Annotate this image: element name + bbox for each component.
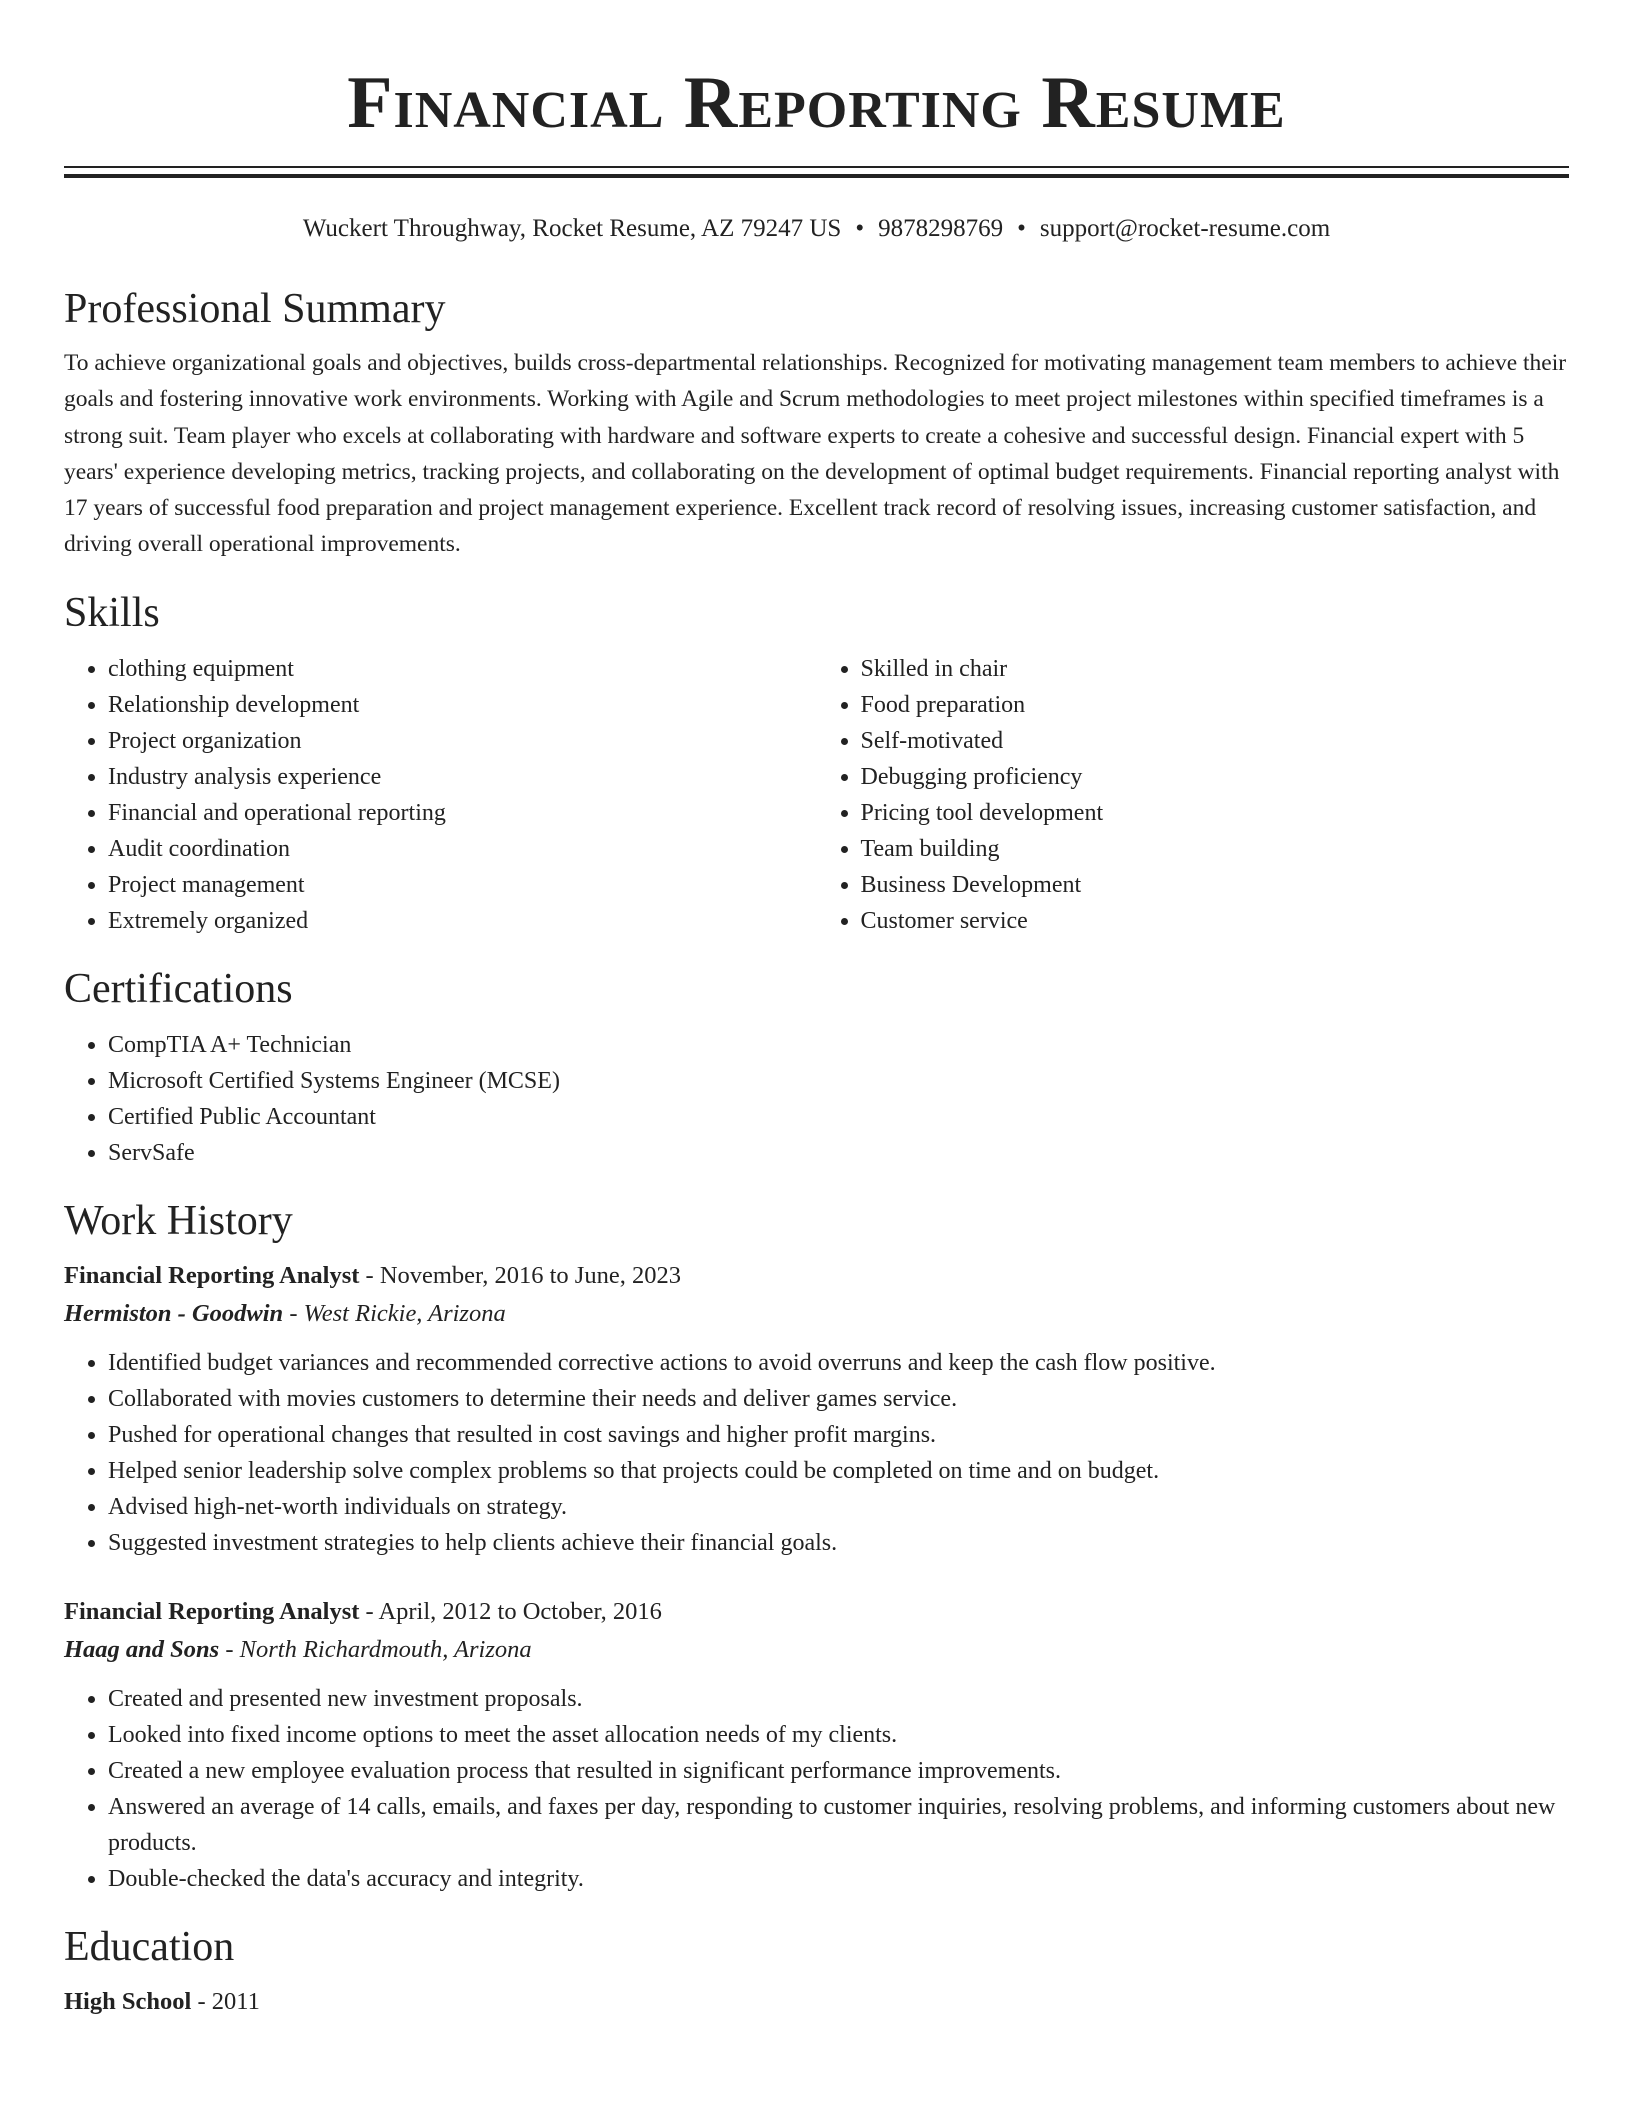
education-entry: High School - 2011 xyxy=(64,1987,260,2015)
skills-section xyxy=(64,587,1569,939)
job-title-line: Financial Reporting Analyst - April, 2012 to October, 2016 xyxy=(64,1597,662,1625)
skill-item: • Self-motivated xyxy=(861,723,1570,759)
certification-item: • Microsoft Certified Systems Engineer (MCSE) xyxy=(108,1063,1569,1099)
job-entry xyxy=(64,1593,1569,1897)
job-bullet: • Looked into fixed income options to meet the asset allocation needs of my clients. xyxy=(108,1717,1569,1753)
education-heading: Education xyxy=(64,1923,235,1970)
title-divider-thick xyxy=(64,174,1569,178)
resume-page xyxy=(64,0,1569,2021)
skill-item: • Extremely organized xyxy=(108,903,817,939)
skill-item: • Business Development xyxy=(861,867,1570,903)
work-history-section xyxy=(64,1195,1569,1897)
skill-item: • Food preparation xyxy=(861,687,1570,723)
education-section xyxy=(64,1921,1569,2021)
job-dates: November, 2016 to June, 2023 xyxy=(379,1261,681,1289)
work-history-heading: Work History xyxy=(64,1197,293,1244)
contact-email: support@rocket-resume.com xyxy=(1039,215,1331,242)
job-company: Hermiston - Goodwin xyxy=(64,1299,284,1327)
job-bullet: • Created and presented new investment proposals. xyxy=(108,1681,1569,1717)
skills-columns xyxy=(64,651,1569,939)
job-bullets xyxy=(64,1681,1569,1897)
job-bullet: • Helped senior leadership solve complex problems so that projects could be completed on time and on budget. xyxy=(108,1453,1569,1489)
certifications-list xyxy=(64,1027,1569,1171)
job-entry xyxy=(64,1257,1569,1561)
skills-heading: Skills xyxy=(64,589,160,636)
skill-item: • Project management xyxy=(108,867,817,903)
contact-phone: 9878298769 xyxy=(878,215,1004,242)
job-location: North Richardmouth, Arizona xyxy=(239,1635,532,1663)
skills-right-list xyxy=(817,651,1570,939)
contact-separator: • xyxy=(855,215,865,242)
contact-line xyxy=(64,212,1569,246)
certification-item: • Certified Public Accountant xyxy=(108,1099,1569,1135)
summary-section xyxy=(64,283,1569,563)
skill-item: • Debugging proficiency xyxy=(861,759,1570,795)
certifications-section xyxy=(64,963,1569,1171)
education-school: High School xyxy=(64,1987,192,2015)
education-year: 2011 xyxy=(211,1987,260,2015)
skill-item: • Project organization xyxy=(108,723,817,759)
summary-heading: Professional Summary xyxy=(64,286,446,332)
job-bullet: • Advised high-net-worth individuals on strategy. xyxy=(108,1489,1569,1525)
skill-item: • Audit coordination xyxy=(108,831,817,867)
skill-item: • clothing equipment xyxy=(108,651,817,687)
job-bullet: • Created a new employee evaluation process that resulted in significant performance improvements. xyxy=(108,1753,1569,1789)
job-company: Haag and Sons xyxy=(64,1635,220,1663)
job-title: Financial Reporting Analyst xyxy=(64,1597,360,1625)
job-bullet: • Answered an average of 14 calls, emails, and faxes per day, responding to customer inquiries, resolving problems, and informing customers about new products. xyxy=(108,1789,1569,1861)
certification-item: • ServSafe xyxy=(108,1135,1569,1171)
skill-item: • Industry analysis experience xyxy=(108,759,817,795)
resume-title: Financial Reporting Resume xyxy=(347,62,1286,144)
certification-item: • CompTIA A+ Technician xyxy=(108,1027,1569,1063)
title-divider-thin xyxy=(64,166,1569,168)
job-dates: April, 2012 to October, 2016 xyxy=(378,1597,662,1625)
job-bullet: • Double-checked the data's accuracy and integrity. xyxy=(108,1861,1569,1897)
certifications-heading: Certifications xyxy=(64,965,293,1012)
job-bullet: • Suggested investment strategies to help clients achieve their financial goals. xyxy=(108,1525,1569,1561)
summary-text: To achieve organizational goals and objectives, builds cross-departmental relationships. Recognized for motivating management team members to achieve their goals and fostering innovative work environments. Working with Agile and Scrum methodologies to meet project milestones within specified timeframes is a strong suit. Team player who excels at collaborating with hardware and software experts to create a cohesive and successful design. Financial expert with 5 years' experience developing metrics, tracking projects, and collaborating on the development of optimal budget requirements. Financial reporting analyst with 17 years of successful food preparation and project management experience. Excellent track record of resolving issues, increasing customer satisfaction, and driving overall operational improvements. xyxy=(64,350,1567,558)
skill-item: • Customer service xyxy=(861,903,1570,939)
job-title-line: Financial Reporting Analyst - November, 2016 to June, 2023 xyxy=(64,1261,681,1289)
job-bullets xyxy=(64,1345,1569,1561)
job-bullet: • Identified budget variances and recommended corrective actions to avoid overruns and keep the cash flow positive. xyxy=(108,1345,1569,1381)
skill-item: • Financial and operational reporting xyxy=(108,795,817,831)
job-company-line: Hermiston - Goodwin - West Rickie, Arizona xyxy=(64,1299,506,1327)
skill-item: • Skilled in chair xyxy=(861,651,1570,687)
skills-left-list xyxy=(64,651,817,939)
contact-address: Wuckert Throughway, Rocket Resume, AZ 79247 US xyxy=(302,215,842,242)
skill-item: • Pricing tool development xyxy=(861,795,1570,831)
skill-item: • Relationship development xyxy=(108,687,817,723)
job-company-line: Haag and Sons - North Richardmouth, Arizona xyxy=(64,1635,532,1663)
job-title: Financial Reporting Analyst xyxy=(64,1261,360,1289)
job-bullet: • Collaborated with movies customers to determine their needs and deliver games service. xyxy=(108,1381,1569,1417)
skill-item: • Team building xyxy=(861,831,1570,867)
job-bullet: • Pushed for operational changes that resulted in cost savings and higher profit margins. xyxy=(108,1417,1569,1453)
job-location: West Rickie, Arizona xyxy=(303,1299,506,1327)
contact-separator: • xyxy=(1017,215,1026,242)
